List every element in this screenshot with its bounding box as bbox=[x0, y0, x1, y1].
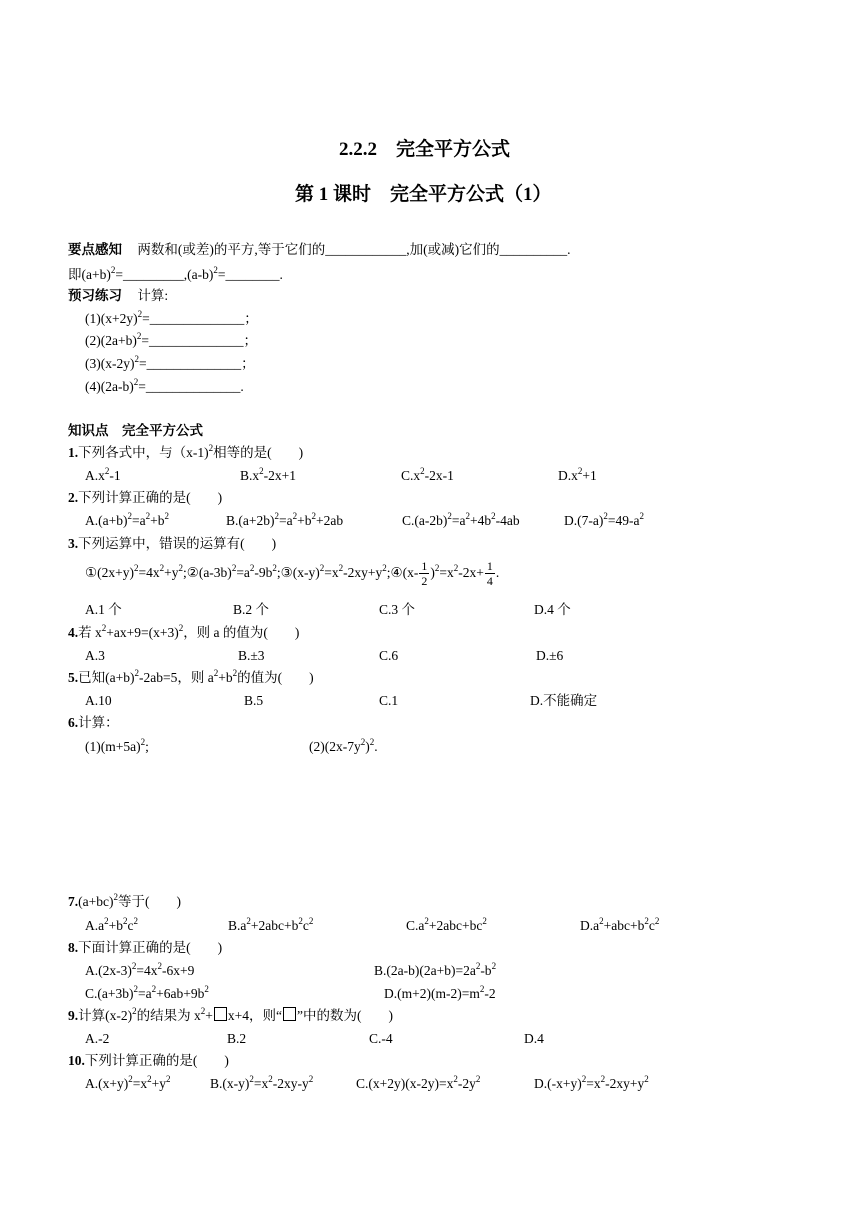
preview-line bbox=[68, 287, 168, 305]
q7-option-a: $A.a^2+b^2c^2$ bbox=[85, 916, 138, 933]
q8-option-d: $D.(m+2)(m-2)=m^2-2$ bbox=[384, 984, 496, 1001]
q6-part-2: $(2)(2x-7y^2)^2$. bbox=[309, 737, 378, 754]
key-points-text: 两数和(或差)的平方,等于它们的____________,加(或减)它们的__________. bbox=[137, 242, 571, 257]
question-8: 8.下面计算正确的是( ) bbox=[68, 940, 223, 955]
q1-option-b: $B.x^2-2x+1$ bbox=[240, 466, 296, 483]
fraction-one-half: $\frac{1}{2}$ bbox=[421, 559, 428, 589]
q1-option-c: $C.x^2-2x-1$ bbox=[401, 466, 454, 483]
q7-option-b: $B.a^2+2abc+b^2c^2$ bbox=[228, 916, 314, 933]
q10-option-b: $B.(x-y)^2=x^2-2xy-y^2$ bbox=[210, 1074, 314, 1091]
q1-option-a: $A.x^2-1$ bbox=[85, 466, 121, 483]
key-points-formula: 即$(a+b)^2=\_\_\_\_\_\_\_\_\_,(a-b)^2=\_\_\_\_\_\_\_\_$. bbox=[68, 265, 283, 282]
q5-option-d: D.不能确定 bbox=[530, 693, 598, 708]
q9-option-c: C.-4 bbox=[369, 1031, 393, 1046]
q7-option-c: $C.a^2+2abc+bc^2$ bbox=[406, 916, 487, 933]
q2-option-d: $D.(7-a)^2=49-a^2$ bbox=[564, 511, 644, 528]
q3-option-d: D.4 个 bbox=[534, 602, 571, 617]
blank-box-icon bbox=[283, 1007, 296, 1021]
q6-part-1: $(1)(m+5a)^2$; bbox=[85, 737, 149, 754]
q3-option-c: C.3 个 bbox=[379, 602, 416, 617]
q10-option-a: $A.(x+y)^2=x^2+y^2$ bbox=[85, 1074, 171, 1091]
question-5: 5.已知$(a+b)^2-2ab=5$，则 $a^2+b^2$的值为( ) bbox=[68, 668, 314, 685]
q5-option-b: B.5 bbox=[244, 693, 264, 708]
q4-option-c: C.6 bbox=[379, 648, 399, 663]
q2-option-a: $A.(a+b)^2=a^2+b^2$ bbox=[85, 511, 169, 528]
preview-label: 预习练习 bbox=[68, 288, 122, 303]
q8-option-c: $C.(a+3b)^2=a^2+6ab+9b^2$ bbox=[85, 984, 209, 1001]
question-9: 9.计算$(x-2)^2$的结果为 $x^2+ x+4$，则“ ”中的数为( ) bbox=[68, 1006, 393, 1023]
q10-option-d: $D.(-x+y)^2=x^2-2xy+y^2$ bbox=[534, 1074, 649, 1091]
q2-option-b: $B.(a+2b)^2=a^2+b^2+2ab$ bbox=[226, 511, 344, 528]
q4-option-b: B.±3 bbox=[238, 648, 265, 663]
page-title: 2.2.2 完全平方公式 bbox=[339, 139, 511, 160]
preview-item: $(3)(x-2y)^2=\_\_\_\_\_\_\_\_\_\_\_\_\_\_$； bbox=[85, 354, 255, 371]
key-points-line bbox=[68, 241, 570, 259]
q7-option-d: $D.a^2+abc+b^2c^2$ bbox=[580, 916, 660, 933]
q1-option-d: $D.x^2+1$ bbox=[558, 466, 597, 483]
q9-option-b: B.2 bbox=[227, 1031, 247, 1046]
section-heading: 知识点 完全平方公式 bbox=[68, 423, 203, 438]
preview-item: $(4)(2a-b)^2=\_\_\_\_\_\_\_\_\_\_\_\_\_\_$. bbox=[85, 377, 244, 394]
question-10: 10.下列计算正确的是( ) bbox=[68, 1053, 229, 1068]
question-7: $7.(a+bc)^2$等于( ) bbox=[68, 892, 181, 909]
q2-option-c: $C.(a-2b)^2=a^2+4b^2-4ab$ bbox=[402, 511, 520, 528]
q4-option-d: D.±6 bbox=[536, 648, 564, 663]
question-1: 1.下列各式中，与（x-1)$^2$相等的是( ) bbox=[68, 443, 304, 460]
lesson-subtitle: 第 1 课时 完全平方公式（1） bbox=[295, 184, 552, 205]
q9-option-d: D.4 bbox=[524, 1031, 544, 1046]
preview-item: $(1)(x+2y)^2=\_\_\_\_\_\_\_\_\_\_\_\_\_\_$； bbox=[85, 309, 258, 326]
question-3: 3.下列运算中，错误的运算有( ) bbox=[68, 536, 277, 551]
fraction-one-quarter: $\frac{1}{4}$ bbox=[486, 559, 493, 589]
q9-option-a: A.-2 bbox=[85, 1031, 110, 1046]
q10-option-c: $C.(x+2y)(x-2y)=x^2-2y^2$ bbox=[356, 1074, 481, 1091]
blank-box-icon bbox=[214, 1007, 227, 1021]
q3-option-a: A.1 个 bbox=[85, 602, 122, 617]
q4-option-a: A.3 bbox=[85, 648, 105, 663]
q8-option-b: $B.(2a-b)(2a+b)=2a^2-b^2$ bbox=[374, 961, 497, 978]
preview-item: $(2)(2a+b)^2=\_\_\_\_\_\_\_\_\_\_\_\_\_\_$； bbox=[85, 331, 257, 348]
q5-option-a: A.10 bbox=[85, 693, 112, 708]
question-6: 6.计算： bbox=[68, 715, 119, 730]
question-2: 2.下列计算正确的是( ) bbox=[68, 490, 223, 505]
key-points-label: 要点感知 bbox=[68, 242, 122, 257]
q3-expressions: $①(2x+y)^2=4x^2+y^2;②(a-3b)^2=a^2-9b^2;③(x-y)^2=x^2-2xy+y^2;④(x-$ $\frac{1}{2}$ )$^2=x^2-2x+$ $\frac{1}{4}$ . bbox=[85, 559, 500, 589]
q8-option-a: $A.(2x-3)^2=4x^2-6x+9$ bbox=[85, 961, 195, 978]
q5-option-c: C.1 bbox=[379, 693, 399, 708]
question-4: 4.若 $x^2+ax+9=(x+3)^2$，则 a 的值为( ) bbox=[68, 623, 300, 640]
q3-option-b: B.2 个 bbox=[233, 602, 270, 617]
preview-text: 计算: bbox=[137, 288, 169, 303]
